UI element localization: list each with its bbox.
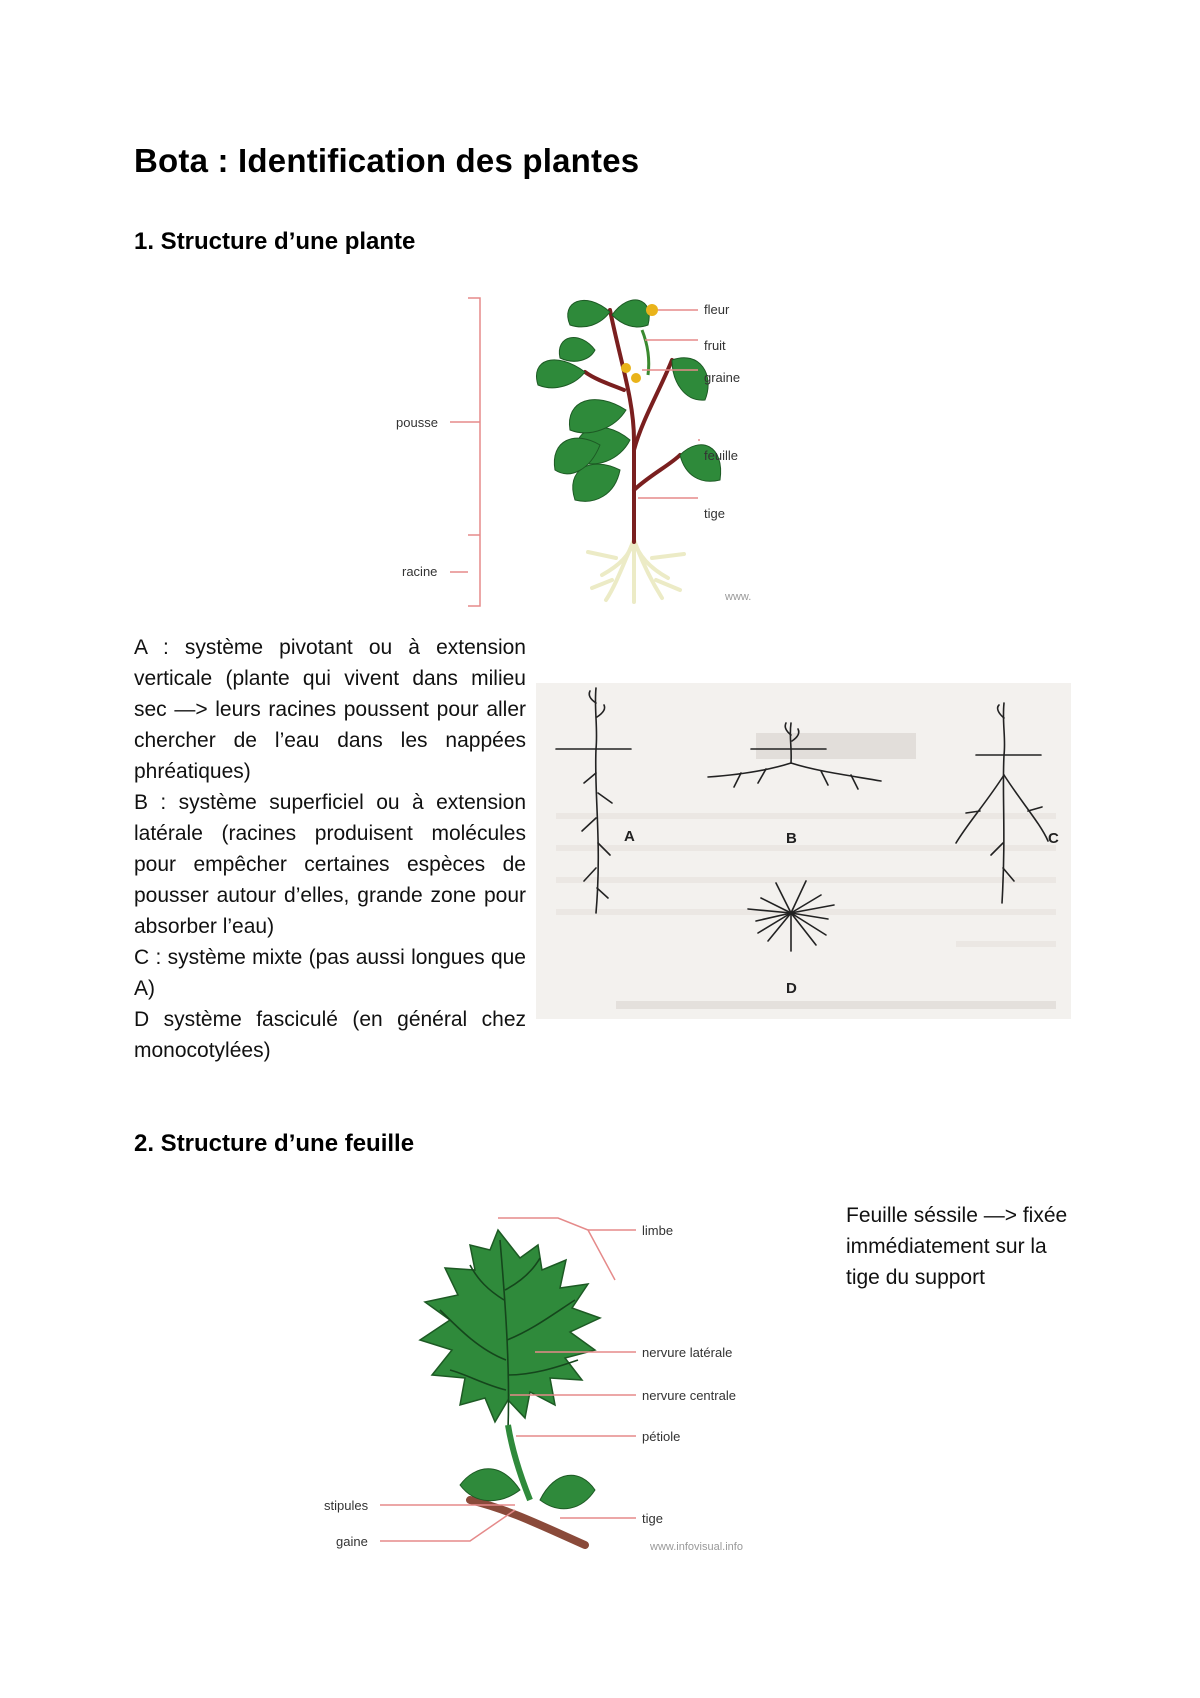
root-system-c-text: C : système mixte (pas aussi longues que A): [134, 946, 526, 1000]
plant-figure-credit: www.: [725, 591, 752, 603]
root-types-figure: [536, 683, 1071, 1019]
section-heading-plant-structure: 1. Structure d’une plante: [134, 228, 416, 255]
label-fleur: fleur: [704, 302, 730, 317]
plant-structure-figure: [380, 290, 820, 620]
label-limbe: limbe: [642, 1223, 674, 1238]
root-label-b: B: [786, 830, 797, 847]
label-nervure-laterale: nervure latérale: [642, 1345, 733, 1360]
page-title: Bota : Identification des plantes: [134, 142, 640, 179]
root-label-a: A: [624, 828, 635, 845]
leaf-blade: [420, 1230, 600, 1430]
label-graine: graine: [704, 370, 741, 385]
label-pousse: pousse: [396, 415, 438, 430]
label-fruit: fruit: [704, 338, 726, 353]
root-c-illustration: [956, 703, 1048, 903]
label-gaine: gaine: [336, 1534, 368, 1549]
plant-bracket: [450, 298, 480, 606]
sessile-leaf-note: Feuille séssile —> fixée immédiatement sur la tige du support: [846, 1204, 1068, 1289]
section-heading-leaf-structure: 2. Structure d’une feuille: [134, 1130, 415, 1157]
root-label-c: C: [1048, 830, 1059, 847]
root-d-illustration: [748, 881, 834, 951]
root-label-d: D: [786, 980, 797, 997]
plant-roots: [588, 540, 684, 602]
label-tige: tige: [704, 506, 725, 521]
show-through-background: [556, 733, 1056, 1009]
label-racine: racine: [402, 564, 438, 579]
leaf-petiole-and-stem: [460, 1425, 595, 1545]
label-nervure-centrale: nervure centrale: [642, 1388, 736, 1403]
root-system-a-text: A : système pivotant ou à extension verticale (plante qui vivent dans milieu sec —> leurs racines poussent pour aller chercher de l’eau dans les nappées phréatiques): [134, 636, 526, 783]
label-stipules: stipules: [324, 1498, 369, 1513]
label-feuille: feuille: [704, 448, 738, 463]
root-system-d-text: D système fasciculé (en général chez monocotylées): [134, 1008, 526, 1062]
label-petiole: pétiole: [642, 1429, 681, 1444]
leaf-figure-credit: www.infovisual.info: [650, 1541, 743, 1553]
root-system-b-text: B : système superficiel ou à extension latérale (racines produisent molécules pour empêcher certaines espèces de pousser autour d’elles, grande zone pour absorber l’eau): [134, 791, 526, 938]
root-systems-text: [134, 632, 526, 1066]
leaf-structure-figure: [320, 1200, 770, 1570]
label-tige: tige: [642, 1511, 663, 1526]
